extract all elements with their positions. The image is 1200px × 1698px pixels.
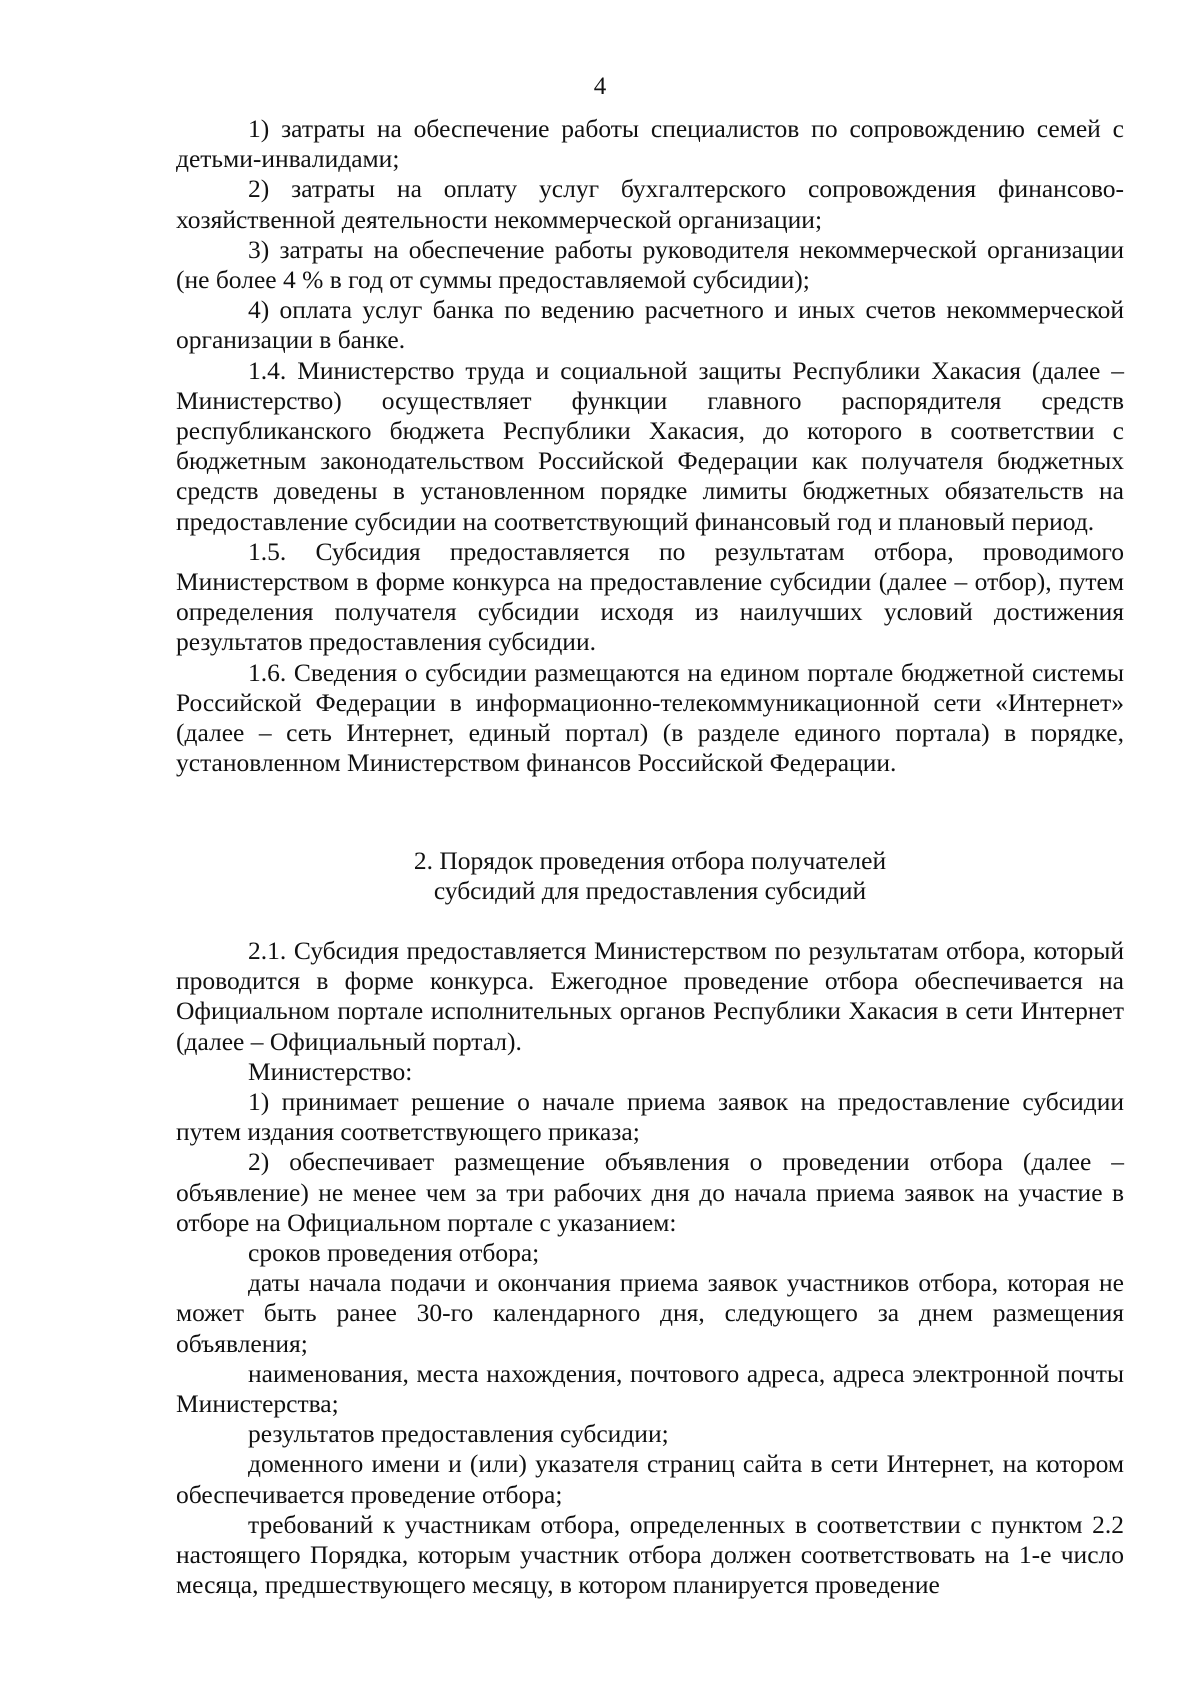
paragraph: требований к участникам отбора, определенных в соответствии с пунктом 2.2 настоящего Порядка, которым участник отбора должен соответствовать на 1-е число месяца, предшествующего месяцу, в котором планируется проведение — [176, 1509, 1124, 1600]
paragraph: результатов предоставления субсидии; — [248, 1419, 669, 1449]
paragraph: 1.6. Сведения о субсидии размещаются на едином портале бюджетной системы Российской Федерации в информационно-телекоммуникационной сети «Интернет» (далее – сеть Интернет, единый портал) (в разделе единого портала) в порядке, установленном Министерством финансов Российской Федерации. — [176, 657, 1124, 778]
paragraph: доменного имени и (или) указателя страниц сайта в сети Интернет, на котором обеспечивается проведение отбора; — [176, 1449, 1124, 1509]
paragraph: 1) затраты на обеспечение работы специалистов по сопровождению семей с детьми-инвалидами; — [176, 114, 1124, 174]
paragraph: 1.5. Субсидия предоставляется по результатам отбора, проводимого Министерством в форме конкурса на предоставление субсидии (далее – отбор), путем определения получателя субсидии исходя из наилучших условий достижения результатов предоставления субсидии. — [176, 536, 1124, 657]
paragraph: наименования, места нахождения, почтового адреса, адреса электронной почты Министерства; — [176, 1358, 1124, 1419]
heading-line: субсидий для предоставления субсидий — [433, 876, 867, 906]
paragraph: 1.4. Министерство труда и социальной защиты Республики Хакасия (далее – Министерство) осуществляет функции главного распорядителя средств республиканского бюджета Республики Хакасия, до которого в соответствии с бюджетным законодательством Российской Федерации как получателя бюджетных средств доведены в установленном порядке лимиты бюджетных обязательств на предоставление субсидии на соответствующий финансовый год и плановый период. — [176, 355, 1124, 536]
section-2-text — [176, 936, 1124, 1600]
paragraph: 2.1. Субсидия предоставляется Министерством по результатам отбора, который проводится в форме конкурса. Ежегодное проведение отбора обеспечивается на Официальном портале исполнительных органов Республики Хакасия в сети Интернет (далее – Официальный портал). — [176, 936, 1124, 1056]
paragraph: 1) принимает решение о начале приема заявок на предоставление субсидии путем издания соответствующего приказа; — [176, 1087, 1124, 1147]
page-number: 4 — [593, 73, 607, 100]
paragraph: 4) оплата услуг банка по ведению расчетного и иных счетов некоммерческой организации в банке. — [176, 295, 1124, 355]
section-1-text — [176, 114, 1124, 778]
paragraph: даты начала подачи и окончания приема заявок участников отбора, которая не может быть ранее 30-го календарного дня, следующего за днем размещения объявления; — [176, 1268, 1124, 1358]
paragraph: 2) затраты на оплату услуг бухгалтерского сопровождения финансово-хозяйственной деятельности некоммерческой организации; — [176, 174, 1124, 234]
paragraph: 2) обеспечивает размещение объявления о проведении отбора (далее – объявление) не менее чем за три рабочих дня до начала приема заявок на участие в отборе на Официальном портале с указанием: — [176, 1147, 1124, 1237]
paragraph: сроков проведения отбора; — [248, 1238, 540, 1268]
paragraph: 3) затраты на обеспечение работы руководителя некоммерческой организации (не более 4 % в год от суммы предоставляемой субсидии); — [176, 234, 1124, 295]
paragraph: Министерство: — [248, 1056, 413, 1086]
section-2-heading — [176, 846, 1124, 906]
heading-line: 2. Порядок проведения отбора получателей — [413, 846, 887, 875]
